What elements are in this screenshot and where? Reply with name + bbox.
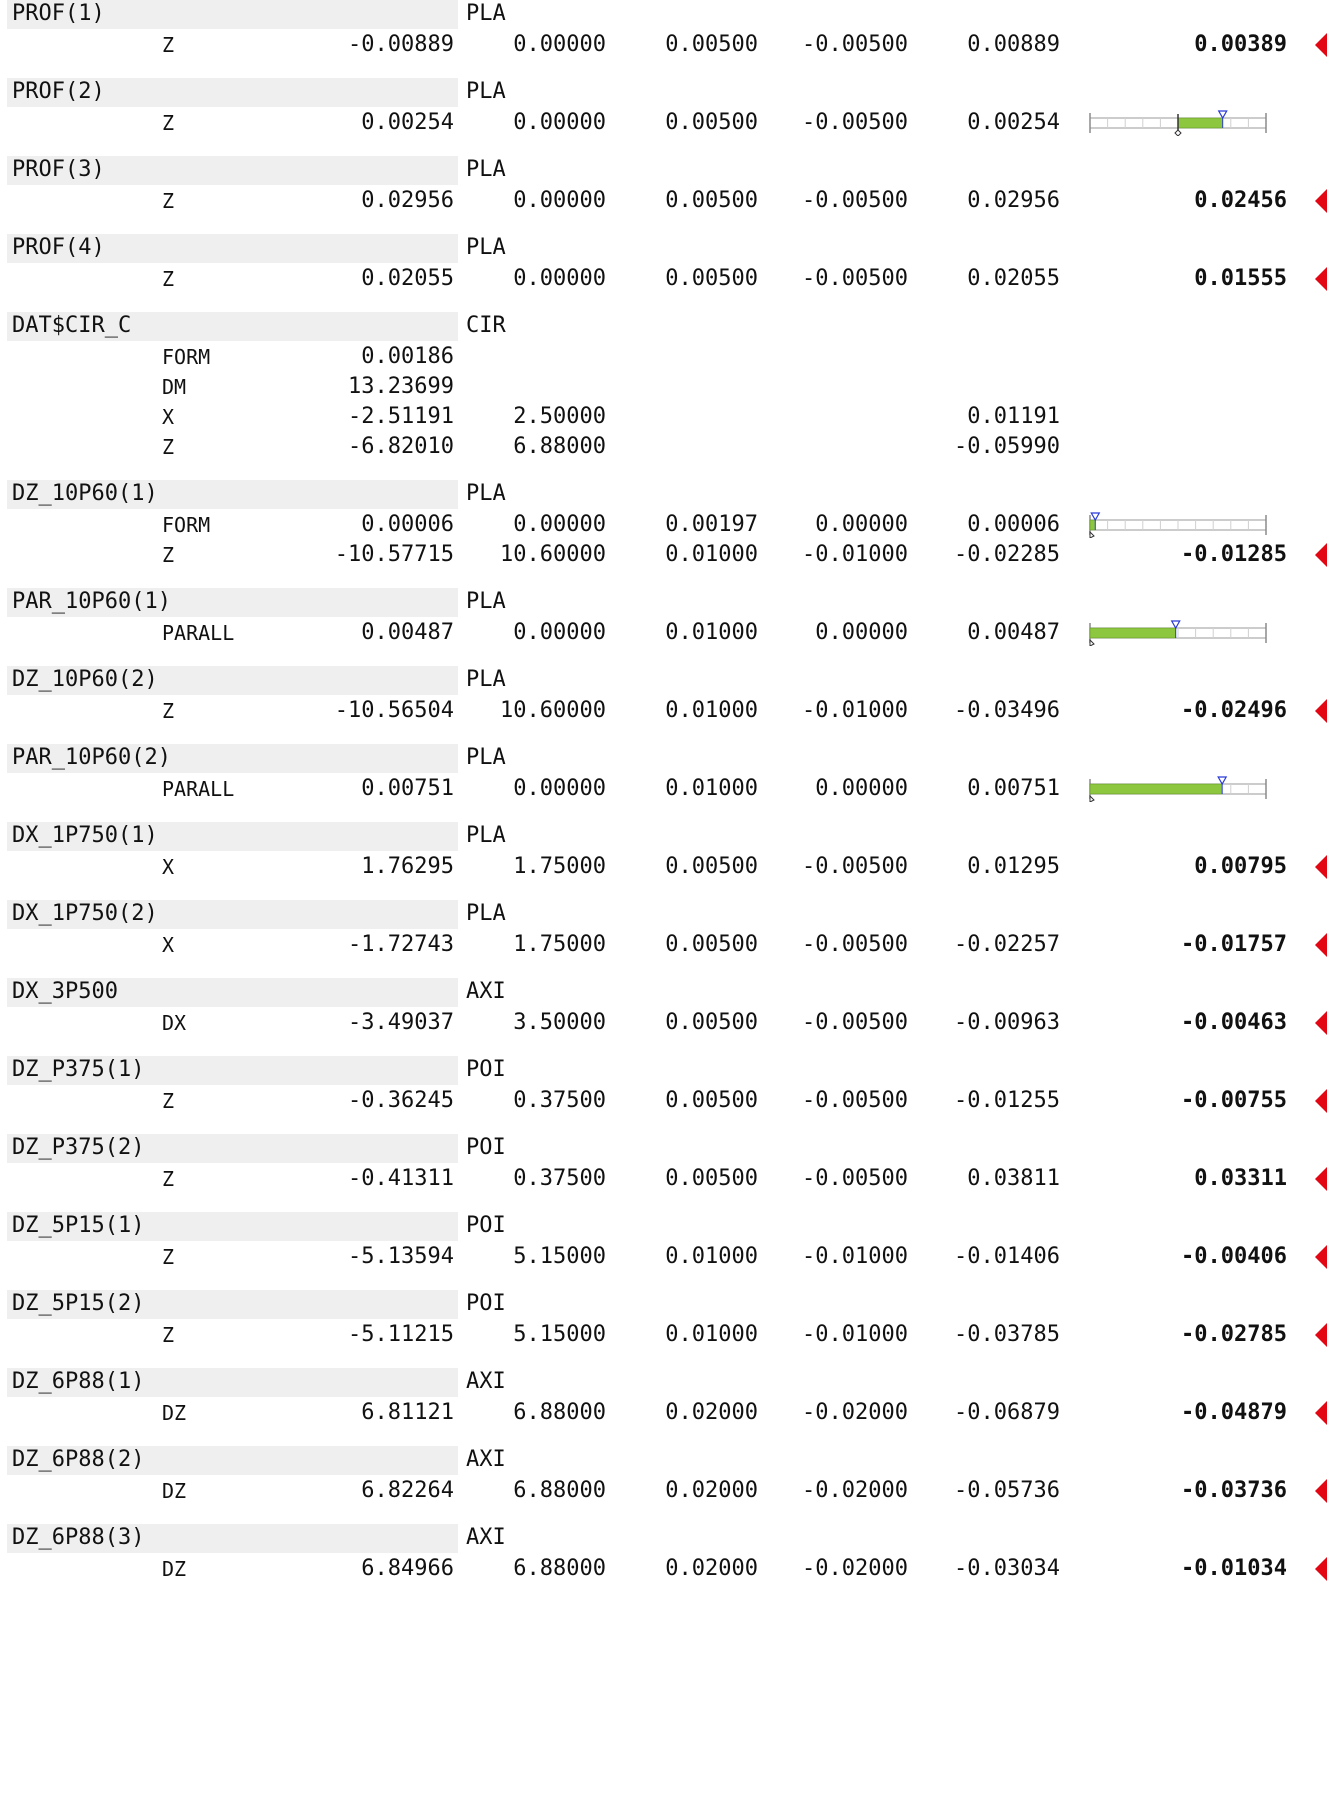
feature-type: POI (466, 1213, 506, 1238)
flag-triangle (1315, 33, 1327, 57)
feature-name: PROF(3) (12, 157, 105, 182)
characteristic-label: Z (162, 189, 175, 213)
characteristic-label: PARALL (162, 621, 235, 645)
feature-name: PAR_10P60(2) (12, 745, 171, 770)
tolerance-gauge (1088, 512, 1268, 538)
actual-value: 1.76295 (361, 854, 454, 879)
characteristic-label: Z (162, 1089, 175, 1113)
out-of-tolerance-value: 0.00795 (1194, 854, 1287, 879)
actual-value: -0.41311 (348, 1166, 454, 1191)
actual-value: 0.02956 (361, 188, 454, 213)
out-of-tolerance-value: 0.01555 (1194, 266, 1287, 291)
out-of-tolerance-flag-icon (1314, 1322, 1328, 1348)
feature-name: DAT$CIR_C (12, 313, 132, 338)
feature-name: DZ_P375(1) (12, 1057, 145, 1082)
lower-tol: -0.02000 (802, 1556, 908, 1581)
upper-tol: 0.00500 (665, 854, 758, 879)
nominal-value: 10.60000 (500, 542, 606, 567)
lower-tol: -0.00500 (802, 1088, 908, 1113)
feature-name: DZ_10P60(1) (12, 481, 158, 506)
characteristic-label: X (162, 933, 175, 957)
out-of-tolerance-value: -0.02496 (1181, 698, 1287, 723)
flag-triangle (1315, 1011, 1327, 1035)
gauge-marker-triangle (1219, 111, 1227, 118)
upper-tol: 0.02000 (665, 1556, 758, 1581)
lower-tol: -0.02000 (802, 1400, 908, 1425)
out-of-tolerance-value: -0.04879 (1181, 1400, 1287, 1425)
deviation-value: -0.02257 (954, 932, 1060, 957)
lower-tol: -0.02000 (802, 1478, 908, 1503)
nominal-value: 0.00000 (513, 110, 606, 135)
deviation-value: 0.00487 (967, 620, 1060, 645)
feature-type: PLA (466, 667, 506, 692)
tolerance-gauge (1088, 620, 1268, 646)
characteristic-label: DZ (162, 1401, 187, 1425)
out-of-tolerance-flag-icon (1314, 1478, 1328, 1504)
flag-triangle (1315, 1557, 1327, 1581)
characteristic-label: X (162, 855, 175, 879)
out-of-tolerance-flag-icon (1314, 1556, 1328, 1582)
flag-triangle (1315, 699, 1327, 723)
out-of-tolerance-flag-icon (1314, 932, 1328, 958)
out-of-tolerance-flag-icon (1314, 542, 1328, 568)
actual-value: -10.56504 (334, 698, 454, 723)
feature-type: PLA (466, 745, 506, 770)
feature-name: DZ_6P88(2) (12, 1447, 145, 1472)
lower-tol: -0.01000 (802, 698, 908, 723)
characteristic-label: FORM (162, 345, 211, 369)
out-of-tolerance-flag-icon (1314, 188, 1328, 214)
out-of-tolerance-value: -0.02785 (1181, 1322, 1287, 1347)
out-of-tolerance-value: -0.00463 (1181, 1010, 1287, 1035)
lower-tol: -0.01000 (802, 1244, 908, 1269)
deviation-value: -0.02285 (954, 542, 1060, 567)
lower-tol: -0.01000 (802, 1322, 908, 1347)
gauge-origin-mark (1090, 640, 1094, 646)
upper-tol: 0.02000 (665, 1400, 758, 1425)
feature-type: CIR (466, 313, 506, 338)
feature-name: DX_1P750(2) (12, 901, 158, 926)
feature-name: PROF(1) (12, 1, 105, 26)
actual-value: -0.36245 (348, 1088, 454, 1113)
out-of-tolerance-value: 0.03311 (1194, 1166, 1287, 1191)
lower-tol: -0.00500 (802, 1166, 908, 1191)
upper-tol: 0.01000 (665, 1322, 758, 1347)
flag-triangle (1315, 933, 1327, 957)
nominal-value: 0.00000 (513, 188, 606, 213)
flag-triangle (1315, 1167, 1327, 1191)
characteristic-label: FORM (162, 513, 211, 537)
upper-tol: 0.01000 (665, 620, 758, 645)
nominal-value: 6.88000 (513, 1478, 606, 1503)
feature-type: PLA (466, 79, 506, 104)
characteristic-label: Z (162, 543, 175, 567)
flag-triangle (1315, 267, 1327, 291)
actual-value: 0.02055 (361, 266, 454, 291)
deviation-value: -0.03785 (954, 1322, 1060, 1347)
out-of-tolerance-flag-icon (1314, 32, 1328, 58)
deviation-value: 0.01191 (967, 404, 1060, 429)
out-of-tolerance-value: -0.01285 (1181, 542, 1287, 567)
nominal-value: 2.50000 (513, 404, 606, 429)
lower-tol: -0.00500 (802, 854, 908, 879)
tolerance-gauge (1088, 110, 1268, 136)
deviation-value: 0.00254 (967, 110, 1060, 135)
gauge-origin-mark (1090, 796, 1094, 802)
feature-name: DX_1P750(1) (12, 823, 158, 848)
upper-tol: 0.01000 (665, 1244, 758, 1269)
nominal-value: 3.50000 (513, 1010, 606, 1035)
upper-tol: 0.00197 (665, 512, 758, 537)
upper-tol: 0.00500 (665, 110, 758, 135)
characteristic-label: Z (162, 435, 175, 459)
out-of-tolerance-flag-icon (1314, 266, 1328, 292)
nominal-value: 6.88000 (513, 1400, 606, 1425)
nominal-value: 5.15000 (513, 1244, 606, 1269)
characteristic-label: Z (162, 267, 175, 291)
feature-type: AXI (466, 1525, 506, 1550)
feature-type: POI (466, 1291, 506, 1316)
out-of-tolerance-flag-icon (1314, 698, 1328, 724)
deviation-value: -0.05990 (954, 434, 1060, 459)
out-of-tolerance-flag-icon (1314, 1166, 1328, 1192)
lower-tol: -0.00500 (802, 1010, 908, 1035)
characteristic-label: DZ (162, 1557, 187, 1581)
out-of-tolerance-value: -0.01034 (1181, 1556, 1287, 1581)
nominal-value: 5.15000 (513, 1322, 606, 1347)
actual-value: -6.82010 (348, 434, 454, 459)
gauge-fill (1178, 118, 1223, 128)
characteristic-label: DZ (162, 1479, 187, 1503)
characteristic-label: Z (162, 111, 175, 135)
upper-tol: 0.02000 (665, 1478, 758, 1503)
characteristic-label: DX (162, 1011, 187, 1035)
actual-value: -0.00889 (348, 32, 454, 57)
gauge-nominal-diamond (1175, 130, 1181, 136)
actual-value: 6.82264 (361, 1478, 454, 1503)
feature-name: DZ_5P15(1) (12, 1213, 145, 1238)
characteristic-label: Z (162, 699, 175, 723)
feature-type: AXI (466, 1369, 506, 1394)
out-of-tolerance-value: -0.00406 (1181, 1244, 1287, 1269)
gauge-marker-triangle (1218, 777, 1226, 784)
gauge-fill (1090, 784, 1222, 794)
characteristic-label: X (162, 405, 175, 429)
deviation-value: 0.03811 (967, 1166, 1060, 1191)
actual-value: -10.57715 (334, 542, 454, 567)
nominal-value: 0.00000 (513, 776, 606, 801)
nominal-value: 0.00000 (513, 266, 606, 291)
nominal-value: 0.00000 (513, 620, 606, 645)
deviation-value: -0.01406 (954, 1244, 1060, 1269)
feature-type: PLA (466, 1, 506, 26)
feature-name: PROF(2) (12, 79, 105, 104)
flag-triangle (1315, 189, 1327, 213)
out-of-tolerance-flag-icon (1314, 1400, 1328, 1426)
actual-value: 6.81121 (361, 1400, 454, 1425)
upper-tol: 0.01000 (665, 698, 758, 723)
deviation-value: -0.05736 (954, 1478, 1060, 1503)
feature-type: PLA (466, 157, 506, 182)
upper-tol: 0.00500 (665, 188, 758, 213)
feature-type: AXI (466, 979, 506, 1004)
feature-name: DZ_10P60(2) (12, 667, 158, 692)
upper-tol: 0.00500 (665, 1088, 758, 1113)
actual-value: -5.11215 (348, 1322, 454, 1347)
gauge-fill (1090, 628, 1176, 638)
upper-tol: 0.00500 (665, 266, 758, 291)
nominal-value: 0.37500 (513, 1088, 606, 1113)
flag-triangle (1315, 1089, 1327, 1113)
actual-value: 13.23699 (348, 374, 454, 399)
flag-triangle (1315, 1245, 1327, 1269)
nominal-value: 10.60000 (500, 698, 606, 723)
out-of-tolerance-value: -0.03736 (1181, 1478, 1287, 1503)
actual-value: 0.00751 (361, 776, 454, 801)
feature-type: AXI (466, 1447, 506, 1472)
flag-triangle (1315, 1401, 1327, 1425)
lower-tol: 0.00000 (815, 620, 908, 645)
characteristic-label: Z (162, 1245, 175, 1269)
actual-value: 0.00186 (361, 344, 454, 369)
flag-triangle (1315, 1479, 1327, 1503)
deviation-value: 0.02956 (967, 188, 1060, 213)
characteristic-label: Z (162, 1323, 175, 1347)
flag-triangle (1315, 1323, 1327, 1347)
out-of-tolerance-flag-icon (1314, 854, 1328, 880)
feature-type: PLA (466, 589, 506, 614)
lower-tol: -0.00500 (802, 266, 908, 291)
upper-tol: 0.00500 (665, 32, 758, 57)
lower-tol: -0.00500 (802, 110, 908, 135)
lower-tol: 0.00000 (815, 776, 908, 801)
out-of-tolerance-flag-icon (1314, 1088, 1328, 1114)
actual-value: 6.84966 (361, 1556, 454, 1581)
feature-name: DX_3P500 (12, 979, 118, 1004)
deviation-value: 0.00006 (967, 512, 1060, 537)
nominal-value: 0.00000 (513, 32, 606, 57)
characteristic-label: DM (162, 375, 187, 399)
deviation-value: -0.03496 (954, 698, 1060, 723)
nominal-value: 0.00000 (513, 512, 606, 537)
deviation-value: 0.00889 (967, 32, 1060, 57)
characteristic-label: Z (162, 1167, 175, 1191)
actual-value: -1.72743 (348, 932, 454, 957)
lower-tol: -0.00500 (802, 188, 908, 213)
characteristic-label: Z (162, 33, 175, 57)
lower-tol: -0.00500 (802, 32, 908, 57)
feature-type: POI (466, 1057, 506, 1082)
deviation-value: 0.02055 (967, 266, 1060, 291)
out-of-tolerance-value: 0.00389 (1194, 32, 1287, 57)
feature-type: PLA (466, 823, 506, 848)
lower-tol: 0.00000 (815, 512, 908, 537)
nominal-value: 6.88000 (513, 1556, 606, 1581)
flag-triangle (1315, 855, 1327, 879)
upper-tol: 0.00500 (665, 1010, 758, 1035)
deviation-value: 0.01295 (967, 854, 1060, 879)
actual-value: -5.13594 (348, 1244, 454, 1269)
characteristic-label: PARALL (162, 777, 235, 801)
out-of-tolerance-value: 0.02456 (1194, 188, 1287, 213)
out-of-tolerance-value: -0.01757 (1181, 932, 1287, 957)
gauge-marker-triangle (1172, 621, 1180, 628)
out-of-tolerance-flag-icon (1314, 1244, 1328, 1270)
feature-name: DZ_6P88(1) (12, 1369, 145, 1394)
feature-name: DZ_5P15(2) (12, 1291, 145, 1316)
feature-type: POI (466, 1135, 506, 1160)
actual-value: -2.51191 (348, 404, 454, 429)
upper-tol: 0.00500 (665, 1166, 758, 1191)
flag-triangle (1315, 543, 1327, 567)
actual-value: 0.00487 (361, 620, 454, 645)
gauge-marker-triangle (1091, 513, 1099, 520)
nominal-value: 1.75000 (513, 854, 606, 879)
feature-name: DZ_P375(2) (12, 1135, 145, 1160)
deviation-value: -0.00963 (954, 1010, 1060, 1035)
actual-value: -3.49037 (348, 1010, 454, 1035)
tolerance-gauge (1088, 776, 1268, 802)
deviation-value: 0.00751 (967, 776, 1060, 801)
feature-name: PAR_10P60(1) (12, 589, 171, 614)
feature-name: DZ_6P88(3) (12, 1525, 145, 1550)
upper-tol: 0.00500 (665, 932, 758, 957)
out-of-tolerance-value: -0.00755 (1181, 1088, 1287, 1113)
upper-tol: 0.01000 (665, 542, 758, 567)
deviation-value: -0.06879 (954, 1400, 1060, 1425)
out-of-tolerance-flag-icon (1314, 1010, 1328, 1036)
feature-type: PLA (466, 235, 506, 260)
gauge-fill (1090, 520, 1095, 530)
lower-tol: -0.00500 (802, 932, 908, 957)
feature-type: PLA (466, 901, 506, 926)
lower-tol: -0.01000 (802, 542, 908, 567)
deviation-value: -0.03034 (954, 1556, 1060, 1581)
upper-tol: 0.01000 (665, 776, 758, 801)
nominal-value: 6.88000 (513, 434, 606, 459)
nominal-value: 0.37500 (513, 1166, 606, 1191)
actual-value: 0.00006 (361, 512, 454, 537)
feature-name: PROF(4) (12, 235, 105, 260)
deviation-value: -0.01255 (954, 1088, 1060, 1113)
actual-value: 0.00254 (361, 110, 454, 135)
nominal-value: 1.75000 (513, 932, 606, 957)
gauge-origin-mark (1090, 532, 1094, 538)
feature-type: PLA (466, 481, 506, 506)
